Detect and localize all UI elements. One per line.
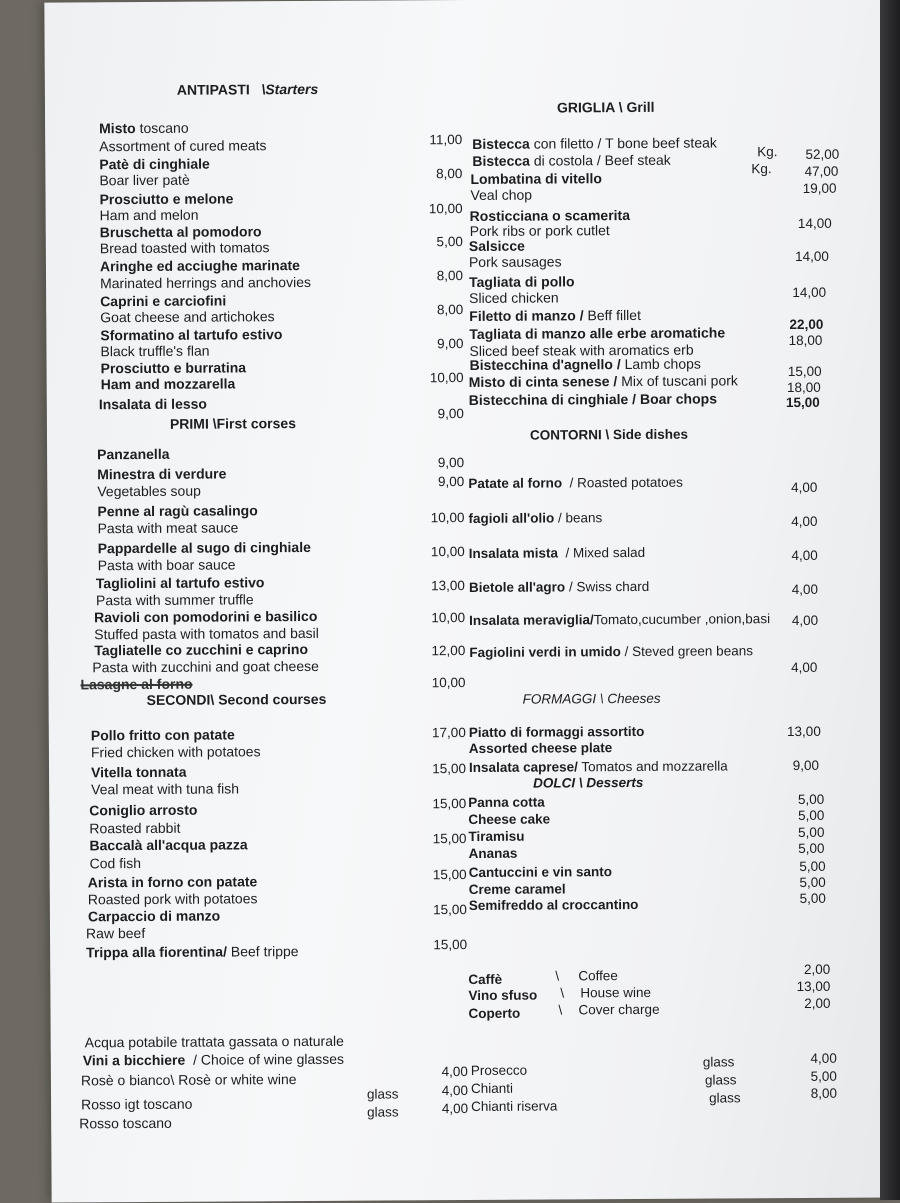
menu-item-price: 8,00 [436,268,464,284]
menu-item-name: Arista in forno con patate [87,873,258,891]
menu-item-price: 8,00 [436,302,464,318]
menu-item-name: Lombatina di vitello [470,170,602,187]
menu-item-desc: Sliced chicken [469,289,559,306]
menu-item-price: 5,00 [436,234,463,250]
separator: \ [555,968,560,984]
menu-item-desc: Pasta with summer truffle [95,591,254,609]
wine-price: 5,00 [810,1068,837,1084]
separator: \ [558,1002,563,1018]
menu-item-name: Insalata meraviglia/Tomato,cucumber ,onion,basi [469,611,771,628]
menu-item-price: 13,00 [796,978,831,995]
menu-item-price: 4,00 [791,612,819,629]
menu-item-price: 9,00 [437,336,464,352]
wine-price: 8,00 [810,1085,838,1101]
wine-price: 4,00 [810,1050,837,1066]
menu-item-name: Coniglio arrosto [89,801,198,819]
menu-item-name: Patate al forno / Roasted potatoes [468,474,683,492]
menu-item-price: 9,00 [792,757,820,774]
menu-item-name: Tiramisu [468,828,525,845]
menu-item-name: Misto toscano [99,119,189,137]
menu-item-price: 5,00 [799,858,826,874]
menu-item-price: 2,00 [804,995,831,1011]
menu-item-price: 12,00 [431,643,466,659]
menu-item-price: 9,00 [437,406,464,422]
menu-item-desc: Cod fish [89,855,142,872]
menu-item-name: Caffè [468,971,503,988]
menu-item-name: Bistecchina di cinghiale / Boar chops [468,390,717,408]
menu-item-desc: Coffee [578,968,618,984]
menu-item-name: Coperto [468,1005,521,1022]
menu-item-price: 10,00 [430,544,465,560]
menu-item-name: Bistecca di costola / Beef steak [472,151,671,169]
menu-item-desc: Boar liver patè [99,171,190,189]
menu-item-name: Vitella tonnata [90,763,187,781]
menu-item-price: 5,00 [798,824,825,840]
griglia-heading: GRIGLIA \ Grill [556,98,655,116]
menu-item-name: Tagliolini al tartufo estivo [95,574,265,592]
menu-item-desc: Goat cheese and artichokes [100,308,275,326]
unit-kg: Kg. [757,144,778,160]
menu-item-name: Penne al ragù casalingo [97,502,258,520]
menu-item-name: Bistecca con filetto / T bone beef steak [472,134,717,152]
primi-heading: PRIMI \First corses [169,415,297,432]
menu-item-desc: Pasta with meat sauce [97,519,239,537]
menu-item-price: 13,00 [786,723,821,740]
background-edge [880,0,900,1200]
menu-item-price: 5,00 [799,874,826,890]
menu-item-name: Vino sfuso [468,987,538,1004]
menu-item-desc: Raw beef [85,924,146,942]
menu-item-price: 10,00 [430,510,465,526]
menu-item-desc: Roasted rabbit [89,819,181,837]
menu-item-price: 18,00 [788,332,823,349]
menu-item-name: Insalata caprese/ Tomatos and mozzarella [468,758,728,776]
menu-item-name: Tagliata di pollo [469,273,575,290]
menu-item-desc: Black truffle's flan [100,342,210,360]
separator: \ [560,985,565,1001]
menu-item-price: 11,00 [429,132,463,148]
menu-item-price: 14,00 [795,248,829,265]
menu-item-price: 19,00 [802,180,837,196]
menu-item-name: Piatto di formaggi assortito [468,723,645,741]
menu-item-name: Rosticciana o scamerita [469,207,630,224]
glass-label: glass [709,1090,741,1106]
menu-item-desc: Pasta with zucchini and goat cheese [92,657,319,676]
menu-item-name: Semifreddo al croccantino [468,896,639,914]
menu-item-price: 10,00 [431,675,466,691]
menu-item-price: 14,00 [792,284,827,301]
menu-item-desc: Pork ribs or pork cutlet [469,222,610,239]
glass-label: glass [702,1054,735,1070]
menu-item-name: Carpaccio di manzo [87,907,221,925]
glass-label: glass [367,1104,399,1120]
menu-item-price: 8,00 [436,166,463,182]
menu-item-price: 5,00 [799,890,826,906]
menu-item-desc: Veal chop [470,186,533,203]
menu-item-name-struck: Lasagne al forno [80,675,193,693]
menu-item-name: Filetto di manzo / Beff fillet [469,306,641,324]
wine-name: Rosso igt toscano [81,1095,193,1113]
menu-item-name: Bietole all'agro / Swiss chard [468,578,650,596]
menu-item-price: 10,00 [431,610,466,626]
menu-item-name: Cheese cake [468,811,551,828]
menu-item-name: Ravioli con pomodorini e basilico [94,607,318,626]
menu-item-price: 15,00 [433,937,468,953]
menu-item-price: 18,00 [786,379,821,396]
antipasti-heading [177,81,318,98]
menu-item-name: Ananas [468,845,518,862]
wine-price: 4,00 [441,1064,468,1080]
menu-item-price: 9,00 [437,455,465,471]
menu-item-name: Misto di cinta senese / Mix of tuscani pork [468,372,738,390]
menu-item-name: Pappardelle al sugo di cinghiale [97,538,311,557]
menu-item-price: 5,00 [797,791,825,807]
wine-name: Rosso toscano [79,1114,172,1132]
menu-item-price: 15,00 [432,761,467,777]
menu-item-desc: Ham and melon [99,206,199,224]
menu-item-price: 4,00 [791,513,818,530]
menu-item-price: 5,00 [798,840,825,856]
menu-item-price: 47,00 [804,163,839,179]
menu-item-name: Tagliata di manzo alle erbe aromatiche [469,324,726,342]
menu-item-price: 17,00 [431,725,466,741]
antipasti-heading-en: \Starters [261,80,319,98]
formaggi-heading: FORMAGGI \ Cheeses [522,690,661,707]
wine-name: Chianti riserva [471,1098,558,1114]
menu-item-name: Creme caramel [468,881,566,898]
menu-item-desc: Vegetables soup [97,482,201,500]
glass-label: glass [704,1072,737,1088]
menu-item-desc: Assorted cheese plate [468,740,613,757]
menu-item-desc: Marinated herrings and anchovies [100,273,312,292]
menu-item-name: Patè di cinghiale [99,155,210,173]
menu-item-desc: Veal meat with tuna fish [91,780,240,798]
unit-kg: Kg. [751,161,772,177]
menu-item-name: Pollo fritto con patate [90,726,235,744]
menu-item-price: 4,00 [791,547,818,564]
menu-item-price: 10,00 [429,370,464,386]
menu-item-desc: Ham and mozzarella [100,375,236,393]
menu-item-price: 2,00 [803,961,831,977]
menu-item-price: 9,00 [437,474,465,490]
menu-item-name: Panna cotta [468,794,545,811]
menu-item-price: 4,00 [791,659,818,676]
menu-item-desc: Stuffed pasta with tomatos and basil [94,624,319,643]
menu-item-name: Caprini e carciofini [100,292,227,310]
glass-label: glass [366,1086,399,1102]
menu-item-desc: Assortment of cured meats [99,137,267,155]
menu-item-name: Baccalà all'acqua pazza [89,836,248,854]
menu-item-name: Fagiolini verdi in umido / Steved green beans [469,643,753,660]
menu-item-desc: Cover charge [578,1001,660,1018]
wine-title: Vini a bicchiere / Choice of wine glasses [82,1050,345,1069]
menu-item-name: Minestra di verdure [97,465,227,483]
wine-name: Chianti [470,1080,514,1096]
menu-sheet [44,0,893,1203]
wine-price: 4,00 [441,1083,469,1099]
menu-item-desc: Roasted pork with potatoes [87,890,258,908]
menu-item-desc: Fried chicken with potatoes [90,743,261,761]
menu-item-price: 15,00 [432,796,467,812]
secondi-heading: SECONDI\ Second courses [146,690,327,708]
menu-item-desc: House wine [580,984,651,1001]
contorni-heading: CONTORNI \ Side dishes [529,426,689,443]
menu-item-desc: Pork sausages [468,253,562,270]
menu-item-price: 5,00 [797,807,825,823]
menu-item-name: Bruschetta al pomodoro [99,223,262,241]
menu-item-name: Bistecchina d'agnello / Lamb chops [469,355,701,373]
water-note: Acqua potabile trattata gassata o naturale [84,1032,344,1051]
wine-name: Prosecco [470,1062,528,1078]
menu-item-name: Panzanella [97,445,170,463]
wine-name: Rosè o bianco\ Rosè or white wine [80,1071,297,1089]
menu-item-desc: Sliced beef steak with aromatics erb [469,341,694,359]
menu-item-name: Sformatino al tartufo estivo [100,326,283,344]
menu-item-price: 15,00 [432,831,467,847]
menu-item-name: Tagliatelle co zucchini e caprino [94,640,309,659]
menu-item-price: 22,00 [789,316,824,333]
menu-item-price: 4,00 [790,479,818,496]
menu-item-desc: Pasta with boar sauce [97,556,236,574]
menu-item-name: Salsicce [468,237,525,254]
menu-item-price: 15,00 [433,902,467,918]
menu-item-name: Trippa alla fiorentina/ Beef trippe [86,943,299,961]
antipasti-heading-it: ANTIPASTI [176,81,250,98]
menu-item-price: 15,00 [785,394,820,411]
menu-item-name: Prosciutto e melone [99,190,234,208]
menu-item-price: 10,00 [428,201,463,217]
menu-item-name: fagioli all'olio / beans [468,510,603,527]
menu-item-name: Prosciutto e burratina [100,359,247,377]
menu-item-name: Cantuccini e vin santo [468,864,612,881]
menu-item-price: 52,00 [805,146,840,162]
menu-item-price: 13,00 [431,578,465,594]
wine-price: 4,00 [441,1101,469,1117]
menu-item-name: Aringhe ed acciughe marinate [99,257,300,275]
menu-item-price: 15,00 [787,363,822,380]
menu-item-price: 14,00 [797,215,832,231]
menu-item-price: 15,00 [432,867,467,883]
menu-item-desc: Bread toasted with tomatos [99,239,270,257]
dolci-heading: DOLCI \ Desserts [533,774,644,791]
menu-item-name: Insalata mista / Mixed salad [468,544,646,562]
menu-item-price: 4,00 [791,581,818,598]
menu-item-name: Insalata di lesso [98,395,208,413]
